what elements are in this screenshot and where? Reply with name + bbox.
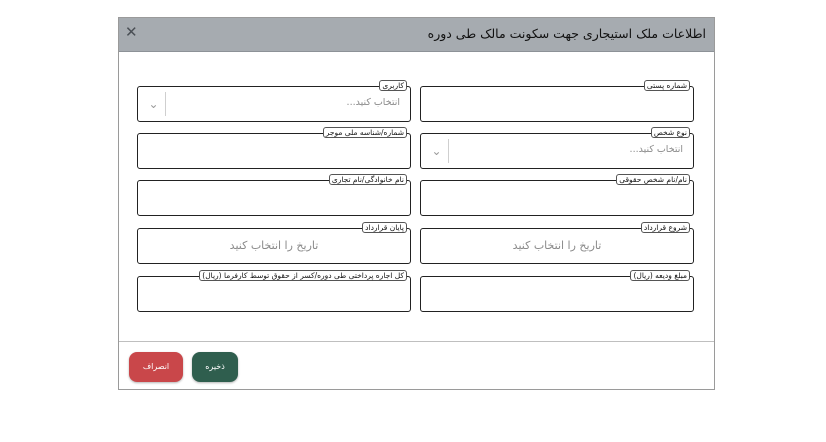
usage-label: کاربری [379, 80, 407, 91]
person-type-placeholder: انتخاب کنید... [629, 144, 683, 155]
deposit-label: مبلغ ودیعه (ریال) [630, 270, 690, 281]
dialog-title-bar [119, 18, 714, 52]
family-name-field[interactable] [137, 175, 411, 216]
contract-start-label: شروع قرارداد [641, 222, 690, 233]
postal-code-field[interactable] [420, 81, 694, 122]
landlord-id-label: شماره/شناسه ملی موجر [323, 127, 407, 138]
person-type-label: نوع شخص [651, 127, 690, 138]
landlord-id-field[interactable] [137, 128, 411, 169]
contract-start-placeholder: تاریخ را انتخاب کنید [512, 239, 602, 252]
postal-code-label: شماره پستی [644, 80, 690, 91]
contract-end-date[interactable] [137, 223, 411, 264]
total-rent-label: کل اجاره پرداختی طی دوره/کسر از حقوق توسط کارفرما (ریال) [199, 270, 407, 281]
usage-placeholder: انتخاب کنید... [346, 97, 400, 108]
cancel-button[interactable]: انصراف [129, 352, 183, 382]
chevron-down-icon[interactable]: ⌄ [425, 139, 449, 163]
chevron-down-icon[interactable]: ⌄ [142, 92, 166, 116]
deposit-field[interactable] [420, 271, 694, 312]
legal-name-label: نام/نام شخص حقوقی [616, 174, 690, 185]
close-icon[interactable]: ✕ [125, 23, 138, 41]
total-rent-field[interactable] [137, 271, 411, 312]
dialog-title: اطلاعات ملک استیجاری جهت سکونت مالک طی دوره [427, 26, 706, 41]
footer-divider [119, 341, 714, 342]
save-button[interactable]: ذخیره [192, 352, 238, 382]
usage-select[interactable] [137, 81, 411, 122]
person-type-select[interactable] [420, 128, 694, 169]
legal-name-field[interactable] [420, 175, 694, 216]
contract-start-date[interactable] [420, 223, 694, 264]
contract-end-placeholder: تاریخ را انتخاب کنید [229, 239, 319, 252]
contract-end-label: پایان قرارداد [362, 222, 407, 233]
family-name-label: نام خانوادگی/نام تجاری [329, 174, 407, 185]
rental-property-dialog [118, 17, 715, 390]
